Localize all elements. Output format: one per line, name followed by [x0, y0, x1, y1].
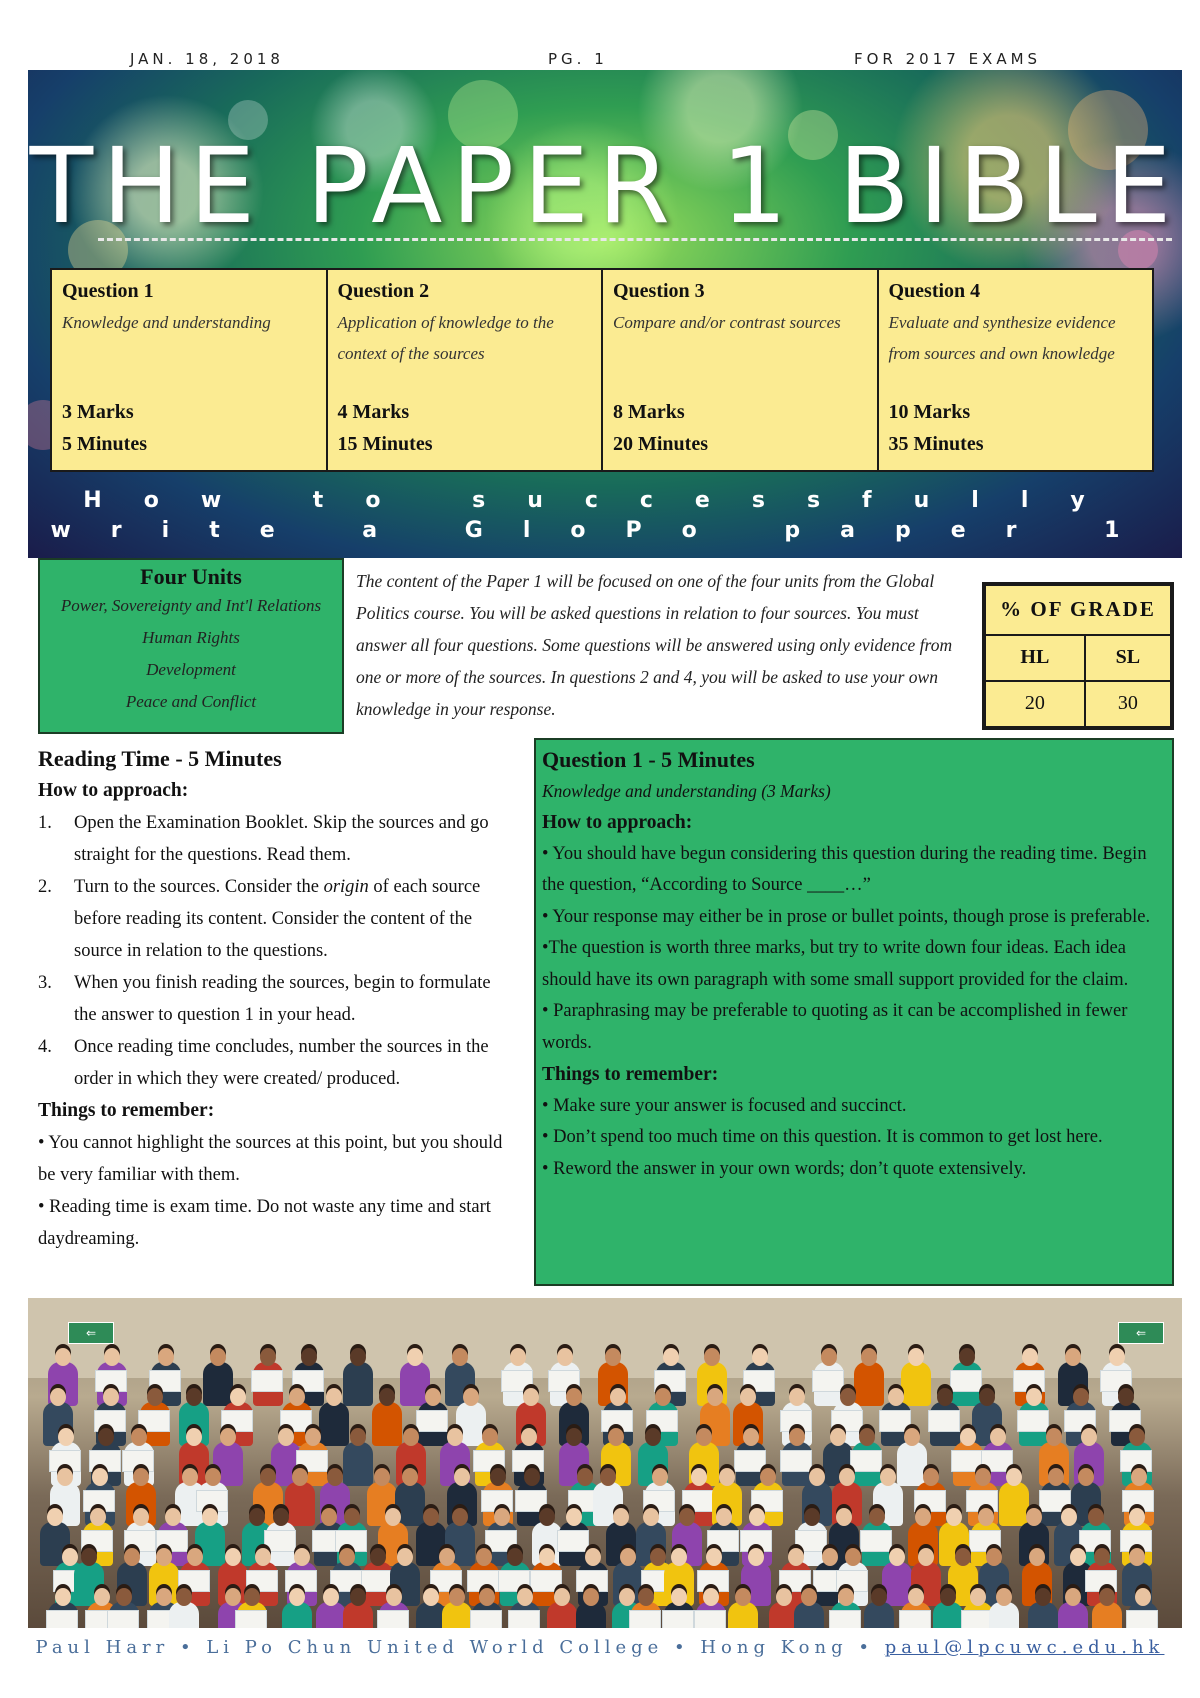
person-head	[205, 1468, 221, 1486]
certificate	[629, 1610, 661, 1628]
certificate	[1126, 1610, 1158, 1628]
person-head	[978, 1508, 994, 1526]
person-head	[880, 1468, 896, 1486]
step-text-post: of each source before reading its content. Consider the content of the source in relation to the questions.	[74, 877, 481, 961]
person-head	[940, 1588, 956, 1606]
person-head	[289, 1588, 305, 1606]
person-body	[203, 1362, 233, 1406]
person-head	[809, 1468, 825, 1486]
person-head	[861, 1348, 877, 1366]
question-description: Knowledge and understanding	[62, 313, 271, 332]
person-head	[385, 1508, 401, 1526]
certificate	[961, 1610, 993, 1628]
person-head	[869, 1508, 885, 1526]
question-marks: 10 Marks	[888, 401, 971, 423]
approach-item: •The question is worth three marks, but try to write down four ideas. Each idea should have its own paragraph with some small support provided for the claim.	[542, 938, 1129, 990]
person-head	[888, 1388, 904, 1406]
remember-item: • You cannot highlight the sources at this point, but you should be very familiar with them.	[38, 1133, 503, 1185]
list-item	[38, 871, 508, 967]
person-head	[749, 1508, 765, 1526]
grade-hl-label: HL	[985, 635, 1085, 681]
list-item	[38, 967, 508, 1031]
person-head	[244, 1588, 260, 1606]
reading-time-section	[38, 743, 508, 1255]
four-units-box	[38, 558, 344, 734]
step-number: 4.	[38, 1037, 52, 1057]
certificate	[928, 1410, 960, 1432]
person-head	[386, 1588, 402, 1606]
person-head	[423, 1588, 439, 1606]
certificate	[264, 1530, 296, 1552]
footer	[0, 1637, 1200, 1658]
person-head	[517, 1588, 533, 1606]
person-head	[1094, 1548, 1110, 1566]
step-text: Open the Examination Booklet. Skip the sources and go straight for the questions. Read them.	[74, 813, 489, 865]
person-body	[999, 1482, 1029, 1526]
banner-subtitle-line-2: write a GloPo paper 1	[50, 518, 1160, 543]
person-head	[608, 1428, 624, 1446]
question-heading: Question 3	[613, 280, 705, 302]
person-head	[703, 1588, 719, 1606]
reading-remember-heading: Things to remember:	[38, 1100, 215, 1121]
person-head	[524, 1468, 540, 1486]
certificate	[557, 1530, 589, 1552]
person-head	[397, 1548, 413, 1566]
person-head	[990, 1428, 1006, 1446]
step-number: 1.	[38, 813, 52, 833]
person-body	[854, 1362, 884, 1406]
person-head	[124, 1548, 140, 1566]
person-head	[836, 1508, 852, 1526]
person-head	[663, 1348, 679, 1366]
person-head	[620, 1548, 636, 1566]
person-head	[975, 1468, 991, 1486]
person-head	[452, 1508, 468, 1526]
person-head	[671, 1588, 687, 1606]
person-head	[716, 1508, 732, 1526]
person-head	[643, 1508, 659, 1526]
remember-item: • Reading time is exam time. Do not waste any time and start daydreaming.	[38, 1197, 491, 1249]
question-description: Evaluate and synthesize evidence from sources and own knowledge	[888, 313, 1116, 363]
person-head	[103, 1388, 119, 1406]
question-minutes: 15 Minutes	[337, 433, 433, 455]
person-head	[81, 1548, 97, 1566]
question-minutes: 5 Minutes	[62, 433, 147, 455]
person-head	[557, 1348, 573, 1366]
remember-item: • Don’t spend too much time on this question. It is common to get lost here.	[542, 1127, 1103, 1147]
person-head	[482, 1428, 498, 1446]
question-heading: Question 1	[62, 280, 154, 302]
person-head	[566, 1508, 582, 1526]
person-head	[908, 1348, 924, 1366]
person-head	[147, 1388, 163, 1406]
grade-sl-label: SL	[1085, 635, 1171, 681]
person-head	[889, 1548, 905, 1566]
exit-sign-icon: ⇐	[1118, 1322, 1164, 1344]
question-card-4	[879, 270, 1153, 470]
approach-item: • Paraphrasing may be preferable to quoting as it can be accomplished in fewer words.	[542, 1001, 1128, 1053]
question-description: Application of knowledge to the context of the sources	[337, 313, 554, 363]
person-head	[94, 1588, 110, 1606]
step-text-pre: Turn to the sources. Consider the	[74, 877, 324, 897]
person-head	[986, 1548, 1002, 1566]
person-head	[619, 1588, 635, 1606]
header-date: JAN. 18, 2018	[130, 50, 284, 68]
person-head	[1109, 1348, 1125, 1366]
reading-steps-list	[38, 807, 508, 1095]
grade-heading: % OF GRADE	[985, 585, 1171, 635]
exit-sign-icon: ⇐	[68, 1322, 114, 1344]
person-head	[605, 1348, 621, 1366]
certificate	[780, 1450, 812, 1472]
certificate	[470, 1610, 502, 1628]
email-link[interactable]: paul@lpcuwc.edu.hk	[884, 1637, 1165, 1658]
person-head	[760, 1468, 776, 1486]
certificate	[694, 1610, 726, 1628]
unit-item: Power, Sovereignty and Int'l Relations	[60, 596, 322, 615]
certificate	[879, 1410, 911, 1432]
person-head	[743, 1428, 759, 1446]
certificate	[1085, 1570, 1117, 1592]
person-head	[260, 1468, 276, 1486]
certificate	[508, 1610, 540, 1628]
person-head	[1026, 1508, 1042, 1526]
person-head	[1078, 1468, 1094, 1486]
step-text-emphasis: origin	[323, 877, 369, 897]
person-head	[510, 1348, 526, 1366]
certificate	[950, 1370, 982, 1392]
person-head	[47, 1508, 63, 1526]
reading-approach-heading: How to approach:	[38, 780, 189, 801]
footer-text: Paul Harr • Li Po Chun United World College • Hong Kong •	[35, 1637, 885, 1658]
certificate	[416, 1410, 448, 1432]
unit-item: Human Rights	[142, 628, 240, 647]
person-head	[116, 1588, 132, 1606]
person-head	[187, 1548, 203, 1566]
person-head	[407, 1348, 423, 1366]
person-head	[1129, 1548, 1145, 1566]
person-head	[789, 1388, 805, 1406]
person-head	[182, 1468, 198, 1486]
certificate	[812, 1370, 844, 1392]
unit-item: Development	[146, 660, 236, 679]
person-head	[1081, 1428, 1097, 1446]
question-description: Compare and/or contrast sources	[613, 313, 841, 332]
person-head	[494, 1508, 510, 1526]
person-head	[463, 1388, 479, 1406]
list-item	[38, 1031, 508, 1095]
question-marks: 4 Marks	[337, 401, 410, 423]
certificate	[860, 1530, 892, 1552]
person-body	[285, 1482, 315, 1526]
certificate	[361, 1570, 393, 1592]
person-head	[374, 1468, 390, 1486]
person-head	[301, 1348, 317, 1366]
remember-item: • Reword the answer in your own words; don’t quote extensively.	[542, 1158, 1027, 1179]
person-body	[372, 1402, 402, 1446]
person-head	[937, 1388, 953, 1406]
certificate	[46, 1610, 78, 1628]
grade-table	[982, 582, 1174, 730]
person-head	[585, 1548, 601, 1566]
person-head	[454, 1468, 470, 1486]
person-head	[476, 1548, 492, 1566]
person-head	[830, 1428, 846, 1446]
person-head	[908, 1588, 924, 1606]
grade-sl-value: 30	[1085, 681, 1171, 727]
person-head	[789, 1428, 805, 1446]
question-card-2	[328, 270, 604, 470]
step-number: 3.	[38, 973, 52, 993]
header-edition: FOR 2017 EXAMS	[854, 50, 1042, 68]
person-head	[1088, 1508, 1104, 1526]
approach-item: • Your response may either be in prose or bullet points, though prose is preferable.	[542, 906, 1151, 927]
list-item	[38, 807, 508, 871]
person-head	[613, 1508, 629, 1526]
person-head	[1006, 1468, 1022, 1486]
person-head	[1129, 1428, 1145, 1446]
person-head	[610, 1388, 626, 1406]
intro-paragraph: The content of the Paper 1 will be focused on one of the four units from the Global Politics course. You will be asked questions in relation to four sources. You must answer all four questions. Some questions will be answered using only evidence from one or more of the sources. In questions 2 and 4, you will be asked to use your own knowledge in your response.	[356, 571, 953, 719]
person-body	[901, 1362, 931, 1406]
units-heading: Four Units	[140, 564, 242, 589]
q1-approach-heading: How to approach:	[542, 812, 693, 833]
step-text: Once reading time concludes, number the sources in the order in which they were created/ produced.	[74, 1037, 489, 1089]
approach-item: • You should have begun considering this question during the reading time. Begin the question, “According to Source ____…”	[542, 843, 1147, 895]
person-head	[423, 1508, 439, 1526]
person-head	[696, 1428, 712, 1446]
person-head	[838, 1588, 854, 1606]
person-head	[370, 1548, 386, 1566]
person-head	[959, 1348, 975, 1366]
certificate	[1017, 1410, 1049, 1432]
certificate	[899, 1610, 931, 1628]
person-head	[447, 1428, 463, 1446]
person-head	[871, 1588, 887, 1606]
person-head	[821, 1348, 837, 1366]
person-head	[202, 1508, 218, 1526]
person-head	[98, 1428, 114, 1446]
title-divider	[98, 238, 1172, 241]
person-head	[305, 1428, 321, 1446]
person-head	[210, 1348, 226, 1366]
person-head	[1061, 1508, 1077, 1526]
person-head	[273, 1508, 289, 1526]
certificate	[850, 1450, 882, 1472]
certificate	[734, 1450, 766, 1472]
person-head	[62, 1548, 78, 1566]
certificate	[662, 1610, 694, 1628]
question-heading: Question 4	[888, 280, 981, 302]
person-head	[679, 1508, 695, 1526]
person-head	[1131, 1468, 1147, 1486]
certificate	[251, 1370, 283, 1392]
person-head	[788, 1548, 804, 1566]
question-overview-table	[50, 268, 1154, 472]
q1-remember-heading: Things to remember:	[542, 1064, 719, 1085]
person-head	[539, 1548, 555, 1566]
person-head	[452, 1348, 468, 1366]
question-marks: 8 Marks	[613, 401, 685, 423]
step-text: When you finish reading the sources, begin to formulate the answer to question 1 in your head.	[74, 973, 491, 1025]
person-head	[326, 1388, 342, 1406]
step-number: 2.	[38, 877, 52, 897]
q1-subheading: Knowledge and understanding (3 Marks)	[542, 780, 831, 801]
person-head	[704, 1348, 720, 1366]
person-head	[402, 1468, 418, 1486]
person-head	[55, 1348, 71, 1366]
person-head	[292, 1468, 308, 1486]
question-card-1	[52, 270, 328, 470]
person-head	[539, 1508, 555, 1526]
question-minutes: 35 Minutes	[888, 433, 984, 455]
person-head	[158, 1348, 174, 1366]
person-head	[1035, 1588, 1051, 1606]
header-page: PG. 1	[548, 50, 608, 68]
certificate	[89, 1450, 121, 1472]
person-head	[176, 1588, 192, 1606]
person-head	[90, 1508, 106, 1526]
person-head	[165, 1508, 181, 1526]
person-body	[343, 1442, 373, 1486]
person-head	[1118, 1388, 1134, 1406]
person-head	[255, 1548, 271, 1566]
banner-subtitle-line-1: How to successfully	[83, 488, 1127, 513]
person-body	[319, 1402, 349, 1446]
person-head	[220, 1428, 236, 1446]
person-head	[490, 1468, 506, 1486]
person-body	[343, 1362, 373, 1406]
person-head	[58, 1428, 74, 1446]
person-head	[970, 1588, 986, 1606]
person-head	[960, 1428, 976, 1446]
question-1-box	[534, 738, 1174, 1286]
remember-item: • Make sure your answer is focused and succinct.	[542, 1095, 907, 1116]
q1-heading: Question 1 - 5 Minutes	[542, 747, 755, 772]
person-head	[918, 1548, 934, 1566]
page-title: THE PAPER 1 BIBLE	[29, 125, 1181, 247]
person-head	[859, 1428, 875, 1446]
question-marks: 3 Marks	[62, 401, 134, 423]
certificate	[829, 1610, 861, 1628]
question-heading: Question 2	[337, 280, 430, 302]
certificate	[377, 1610, 409, 1628]
person-head	[278, 1428, 294, 1446]
person-head	[707, 1388, 723, 1406]
reading-heading: Reading Time - 5 Minutes	[38, 746, 282, 771]
person-head	[822, 1548, 838, 1566]
person-head	[425, 1388, 441, 1406]
person-head	[776, 1588, 792, 1606]
person-head	[840, 1388, 856, 1406]
question-card-3	[603, 270, 879, 470]
person-head	[804, 1508, 820, 1526]
graduation-group-photo	[28, 1298, 1182, 1628]
question-minutes: 20 Minutes	[613, 433, 708, 455]
certificate	[235, 1610, 267, 1628]
certificate	[107, 1610, 139, 1628]
person-head	[350, 1428, 366, 1446]
title-banner	[28, 70, 1182, 558]
person-head	[955, 1548, 971, 1566]
grade-hl-value: 20	[985, 681, 1085, 727]
unit-item: Peace and Conflict	[125, 692, 257, 711]
